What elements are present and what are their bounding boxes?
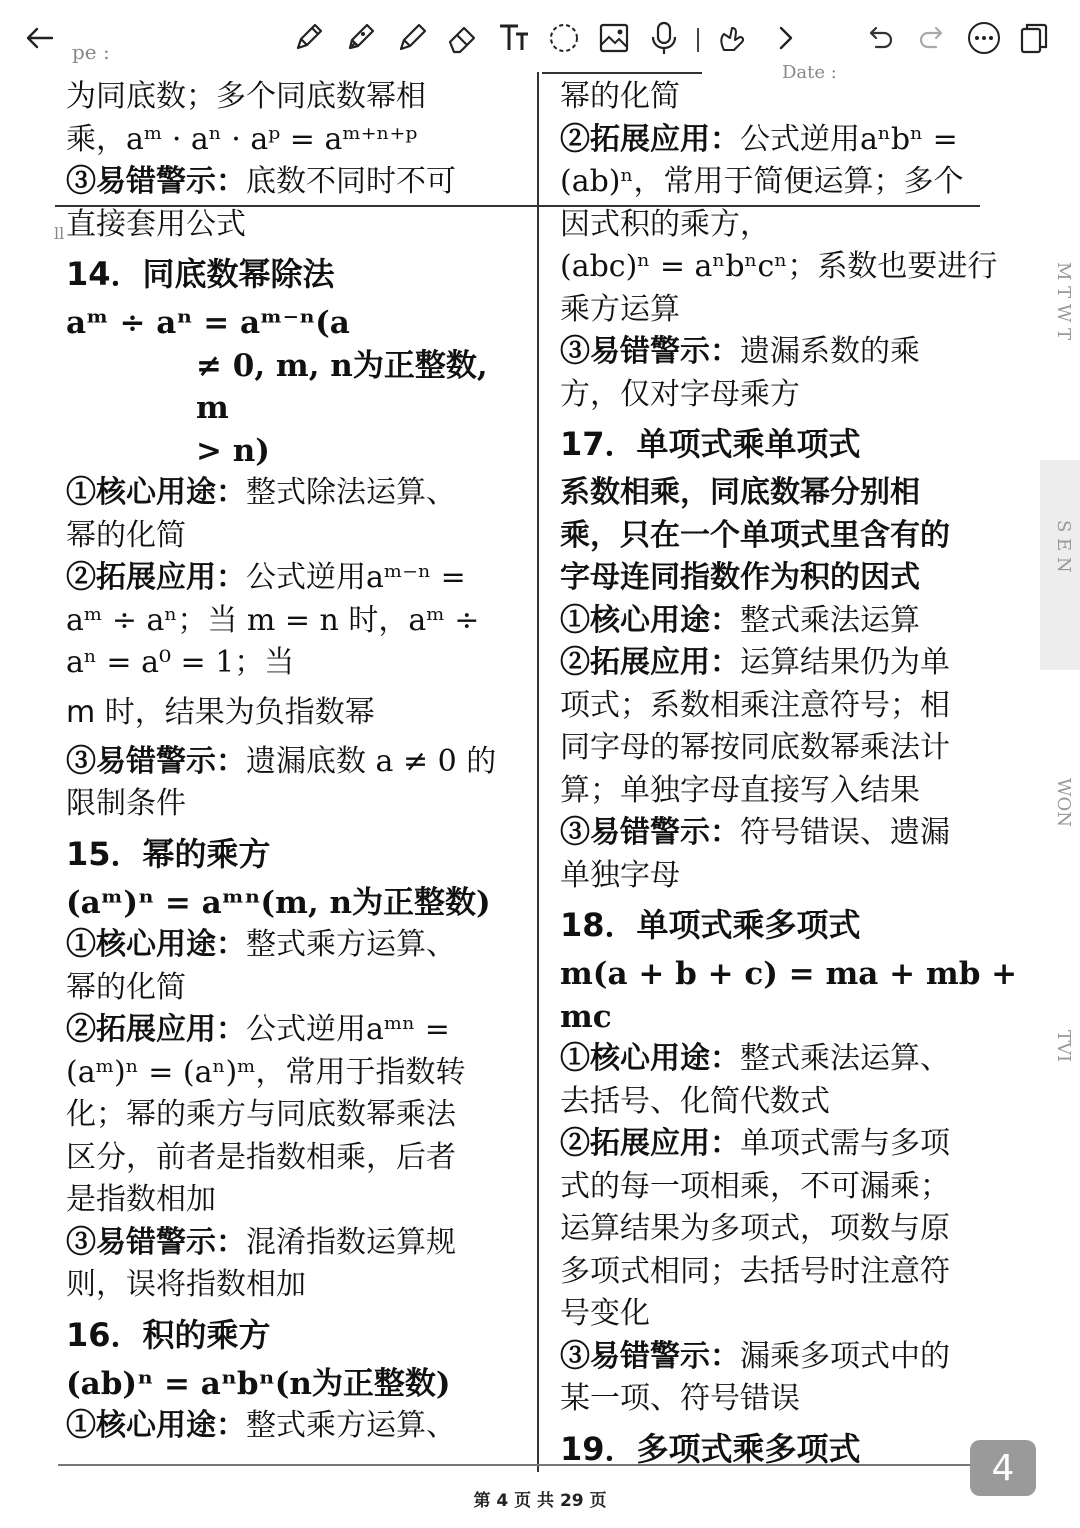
warning-text: 符号错误、遗漏 <box>740 815 950 850</box>
core-use-line <box>66 924 528 967</box>
warning-label: ③易错警示： <box>66 1224 246 1260</box>
back-button[interactable] <box>18 16 62 60</box>
text-line: 是指数相加 <box>66 1182 216 1217</box>
marker-tool-button[interactable] <box>338 16 382 60</box>
page-footer: 第 4 页 共 29 页 <box>473 1491 607 1511</box>
text-line: 同字母的幂按同底数幂乘法计 <box>560 730 950 765</box>
page-number-badge[interactable]: 4 <box>970 1440 1036 1496</box>
warning-text: 遗漏系数的乘 <box>740 334 920 369</box>
text-line: (aᵐ)ⁿ = (aⁿ)ᵐ，常用于指数转 <box>66 1054 466 1090</box>
text-line: aⁿ = a⁰ = 1；当 <box>66 645 295 680</box>
text-line: 方，仅对字母乘方 <box>560 376 800 412</box>
core-use-text: 整式乘方运算、 <box>246 927 456 962</box>
warning-label: ③易错警示： <box>560 334 740 369</box>
text-line: 为同底数；多个同底数幂相 <box>66 79 426 114</box>
extension-text: 公式逆用aᵐ⁻ⁿ = <box>246 560 466 595</box>
formula-line: m(a + b + c) = ma + mb + mc <box>560 956 1018 1035</box>
text-line: 限制条件 <box>66 786 186 821</box>
side-label: M T W T <box>1053 262 1074 341</box>
formula-line: (ab)ⁿ = aⁿbⁿ(n为正整数) <box>66 1365 451 1402</box>
text-line: 运算结果为多项式，项数与原 <box>560 1211 950 1246</box>
faint-margin-mark: ll <box>54 224 65 243</box>
core-use-label: ①核心用途： <box>560 1041 740 1076</box>
warning-label: ③易错警示： <box>560 1338 740 1374</box>
extension-text: 运算结果仍为单 <box>740 645 950 680</box>
warning-label: ③易错警示： <box>66 164 246 199</box>
text-line: 直接套用公式 <box>66 206 246 242</box>
left-column <box>66 76 528 1448</box>
warning-line <box>560 331 1022 374</box>
marker-icon <box>342 20 378 56</box>
extension-label: ②拓展应用： <box>66 560 246 595</box>
touch-pen-icon <box>714 20 750 56</box>
text-line: 去括号、化简代数式 <box>560 1083 830 1119</box>
text-line: 式的每一项相乘，不可漏乘； <box>560 1168 950 1204</box>
core-use-line <box>66 1405 528 1448</box>
microphone-icon <box>646 20 682 56</box>
extension-line <box>560 119 1022 162</box>
warning-text: 混淆指数运算规 <box>246 1224 456 1260</box>
section-heading-17: 17．单项式乘单项式 <box>560 425 861 463</box>
text-line: 号变化 <box>560 1296 650 1331</box>
lasso-icon <box>546 20 582 56</box>
text-line: 多项式相同；去括号时注意符 <box>560 1253 950 1289</box>
formula-line: ≠ 0, m, n为正整数, m <box>196 347 488 426</box>
warning-text: 底数不同时不可 <box>246 164 456 199</box>
redo-button[interactable] <box>910 16 954 60</box>
extension-line <box>560 1123 1022 1166</box>
extension-line <box>66 557 528 600</box>
formula-line: aᵐ ÷ aⁿ = aᵐ⁻ⁿ(a <box>66 305 350 341</box>
text-line: 乘，aᵐ · aⁿ · aᵖ = aᵐ⁺ⁿ⁺ᵖ <box>66 121 418 157</box>
top-rule <box>542 72 702 74</box>
toolbar-divider <box>697 28 699 52</box>
touch-pen-button[interactable] <box>710 16 754 60</box>
extension-label: ②拓展应用： <box>560 645 740 680</box>
warning-text: 漏乘多项式中的 <box>740 1338 950 1374</box>
text-line: 幂的化简 <box>66 969 186 1005</box>
warning-label: ③易错警示： <box>560 815 740 850</box>
extension-text: 公式逆用aⁿbⁿ = <box>740 121 958 157</box>
core-use-label: ①核心用途： <box>560 602 740 638</box>
more-options-button[interactable] <box>962 16 1006 60</box>
core-use-line <box>66 472 528 515</box>
more-icon <box>966 20 1002 56</box>
extension-text: 单项式需与多项 <box>740 1126 950 1161</box>
faint-page-label: pe : <box>72 40 110 64</box>
warning-line <box>66 741 528 784</box>
formula-line: > n) <box>196 432 270 469</box>
section-heading-19: 19．多项式乘多项式 <box>560 1429 861 1468</box>
voice-record-button[interactable] <box>642 16 686 60</box>
core-use-label: ①核心用途： <box>66 927 246 962</box>
core-use-text: 整式乘法运算 <box>740 602 920 638</box>
core-use-label: ①核心用途： <box>66 475 246 510</box>
extension-line <box>560 642 1022 685</box>
text-line: 乘方运算 <box>560 291 680 327</box>
side-label: S E N <box>1053 520 1074 573</box>
extension-label: ②拓展应用： <box>560 1126 740 1161</box>
text-line: 算；单独字母直接写入结果 <box>560 772 920 808</box>
arrow-left-icon <box>22 20 58 56</box>
core-use-text: 整式乘方运算、 <box>246 1408 456 1443</box>
formula-line: (aᵐ)ⁿ = aᵐⁿ(m, n为正整数) <box>66 884 491 921</box>
extension-label: ②拓展应用： <box>66 1012 246 1047</box>
warning-line <box>560 1336 1022 1379</box>
pages-icon <box>1016 20 1052 56</box>
extension-line <box>66 1009 528 1052</box>
warning-line <box>66 1222 528 1265</box>
text-line: 则，误将指数相加 <box>66 1267 306 1302</box>
faint-date-label: Date : <box>782 62 837 83</box>
side-label: WON <box>1053 778 1074 828</box>
text-line: (ab)ⁿ，常用于简便运算；多个 <box>560 164 964 199</box>
core-use-line <box>560 1038 1022 1081</box>
text-line: 单独字母 <box>560 857 680 893</box>
right-column <box>560 76 1022 1477</box>
core-use-text: 整式乘法运算、 <box>740 1041 950 1076</box>
side-label: TVI <box>1053 1030 1074 1063</box>
core-use-line <box>560 600 1022 643</box>
eraser-icon <box>444 20 480 56</box>
highlighter-tool-button[interactable] <box>390 16 434 60</box>
warning-line <box>560 812 1022 855</box>
rule-line: 乘，只在一个单项式里含有的 <box>560 517 950 553</box>
text-line: 幂的化简 <box>66 517 186 553</box>
text-line: 项式；系数相乘注意符号；相 <box>560 687 950 723</box>
highlighter-icon <box>394 20 430 56</box>
text-tool-button[interactable] <box>492 16 536 60</box>
rule-line: 字母连同指数作为积的因式 <box>560 560 920 595</box>
extension-text: 公式逆用aᵐⁿ = <box>246 1012 450 1047</box>
core-use-text: 整式除法运算、 <box>246 475 456 510</box>
warning-label: ③易错警示： <box>66 743 246 779</box>
text-tool-icon <box>496 20 532 56</box>
text-line: 因式积的乘方， <box>560 206 770 242</box>
more-tools-button[interactable] <box>764 16 808 60</box>
text-line: aᵐ ÷ aⁿ；当 m = n 时，aᵐ ÷ <box>66 602 480 638</box>
core-use-label: ①核心用途： <box>66 1408 246 1443</box>
extension-label: ②拓展应用： <box>560 121 740 157</box>
lasso-tool-button[interactable] <box>542 16 586 60</box>
image-tool-button[interactable] <box>592 16 636 60</box>
rule-line: 系数相乘，同底数幂分别相 <box>560 475 920 510</box>
column-divider <box>537 72 539 1472</box>
text-line: 幂的化简 <box>560 79 680 114</box>
section-heading-16: 16．积的乘方 <box>66 1315 271 1354</box>
undo-icon <box>862 20 898 56</box>
chevron-right-icon <box>768 20 804 56</box>
pen-icon <box>290 20 326 56</box>
text-line: 化；幂的乘方与同底数幂乘法 <box>66 1097 456 1132</box>
section-heading-14: 14．同底数幂除法 <box>66 255 335 293</box>
warning-line <box>66 161 528 204</box>
redo-icon <box>914 20 950 56</box>
pages-button[interactable] <box>1012 16 1056 60</box>
eraser-tool-button[interactable] <box>440 16 484 60</box>
section-heading-18: 18．单项式乘多项式 <box>560 906 861 944</box>
text-line: 区分，前者是指数相乘，后者 <box>66 1139 456 1175</box>
image-icon <box>596 20 632 56</box>
pen-tool-button[interactable] <box>286 16 330 60</box>
annotation-toolbar <box>0 0 1080 82</box>
text-line: (abc)ⁿ = aⁿbⁿcⁿ；系数也要进行 <box>560 249 998 284</box>
warning-text: 遗漏底数 a ≠ 0 的 <box>246 743 497 779</box>
undo-button[interactable] <box>858 16 902 60</box>
section-heading-15: 15．幂的乘方 <box>66 834 271 873</box>
text-line: 某一项、符号错误 <box>560 1381 800 1416</box>
text-line: m 时，结果为负指数幂 <box>66 694 375 730</box>
